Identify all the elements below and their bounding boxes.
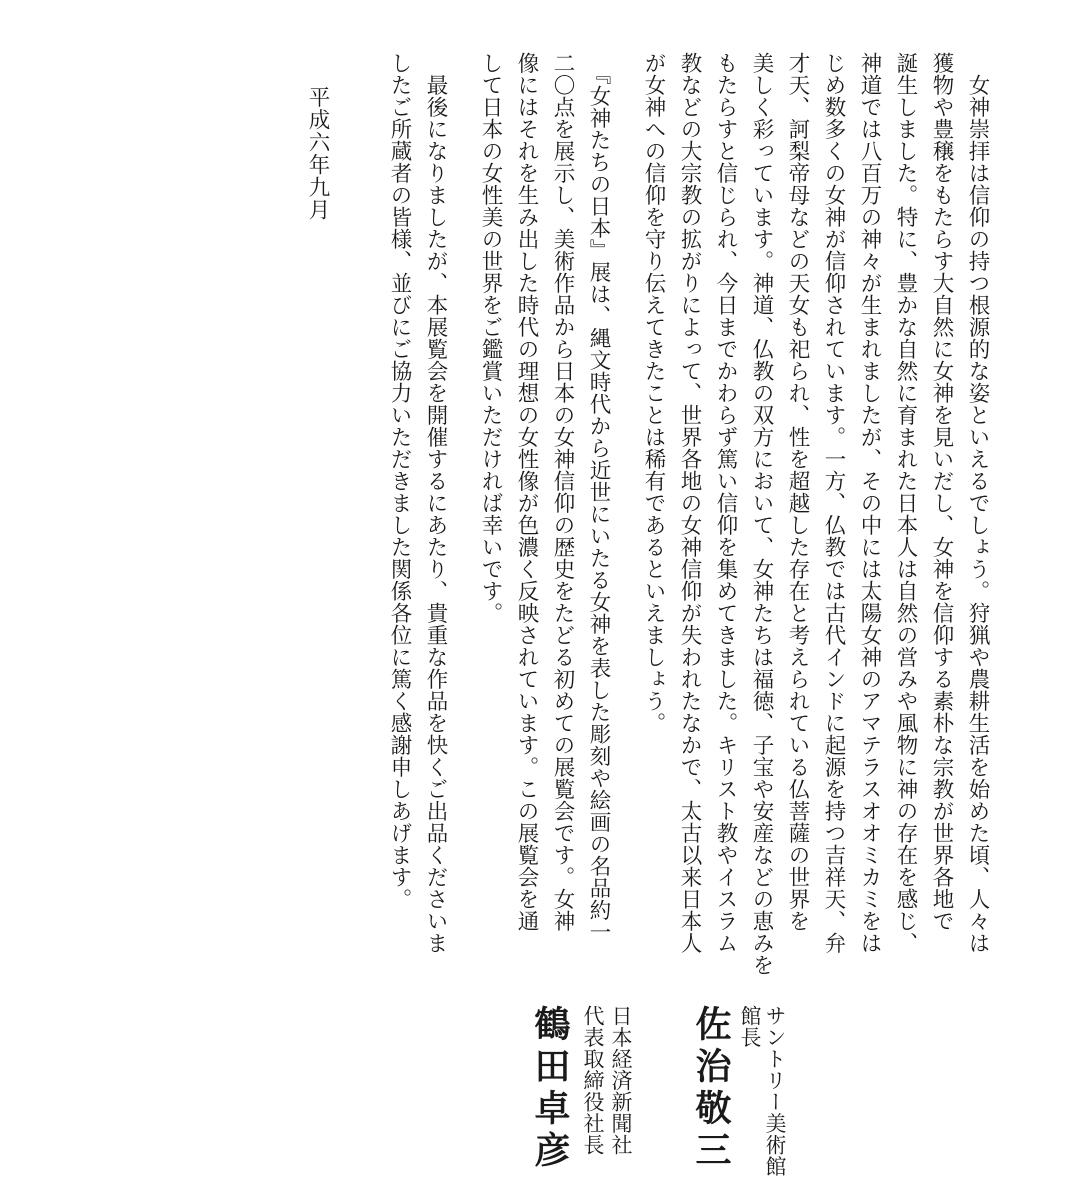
signatory-name: 鶴田卓彦 [529,1005,571,1173]
document-date: 平成六年九月 [305,86,330,221]
signatory-org: サントリー美術館 [763,1005,787,1177]
signatory-name: 佐治敬三 [690,1005,732,1173]
essay-line: 女神崇拝は信仰の持つ根源的な姿といえるでしょう。狩猟や農耕生活を始めた頃、人々は [965,52,990,954]
essay-line: 才天、訶梨帝母などの天女も祀られ、性を超越した存在と考えられている仏菩薩の世界を [785,52,810,932]
signatory-title: 館長 [738,1005,762,1048]
essay-line: して日本の女性美の世界をご鑑賞いただければ幸いです。 [478,52,503,624]
essay-line: が女神への信仰を守り伝えてきたことは稀有であるといえましょう。 [641,52,666,734]
essay-line: 誕生しました。特に、豊かな自然に育まれた日本人は自然の営みや風物に神の存在を感じ、 [893,52,918,954]
signatory-title: 代表取締役社長 [581,1005,605,1156]
essay-line: じめ数多くの女神が信仰されています。一方、仏教では古代インドに起源を持つ吉祥天、弁 [821,52,846,954]
essay-line: 神道では八百万の神々が生まれましたが、その中には太陽女神のアマテラスオオミカミをは [857,52,882,954]
essay-line: 教などの大宗教の拡がりによって、世界各地の女神信仰が失われたなかで、太古以来日本人 [677,52,702,954]
essay-line: 最後になりましたが、本展覧会を開催するにあたり、貴重な作品を快くご出品くださいま [423,52,448,954]
essay-line: 『女神たちの日本』展は、縄文時代から近世にいたる女神を表した彫刻や絵画の名品約一 [586,52,611,944]
essay-line: 像にはそれを生み出した時代の理想の女性像が色濃く反映されています。この展覧会を通 [514,52,539,932]
essay-line: 二〇点を展示し、美術作品から日本の女神信仰の歴史をたどる初めての展覧会です。女神 [550,52,575,932]
essay-line: もたらすと信じられ、今日までかわらず篤い信仰を集めてきました。キリスト教やイスラム [713,52,738,954]
essay-line: 美しく彩っています。神道、仏教の双方において、女神たちは福徳、子宝や安産などの恵みを [749,52,774,976]
essay-line: したご所蔵者の皆様、並びにご協力いただきました関係各位に篤く感謝申しあげます。 [387,52,412,910]
essay-line: 獲物や豊穣をもたらす大自然に女神を見いだし、女神を信仰する素朴な宗教が世界各地で [929,52,954,932]
signatory-org: 日本経済新聞社 [609,1005,633,1156]
